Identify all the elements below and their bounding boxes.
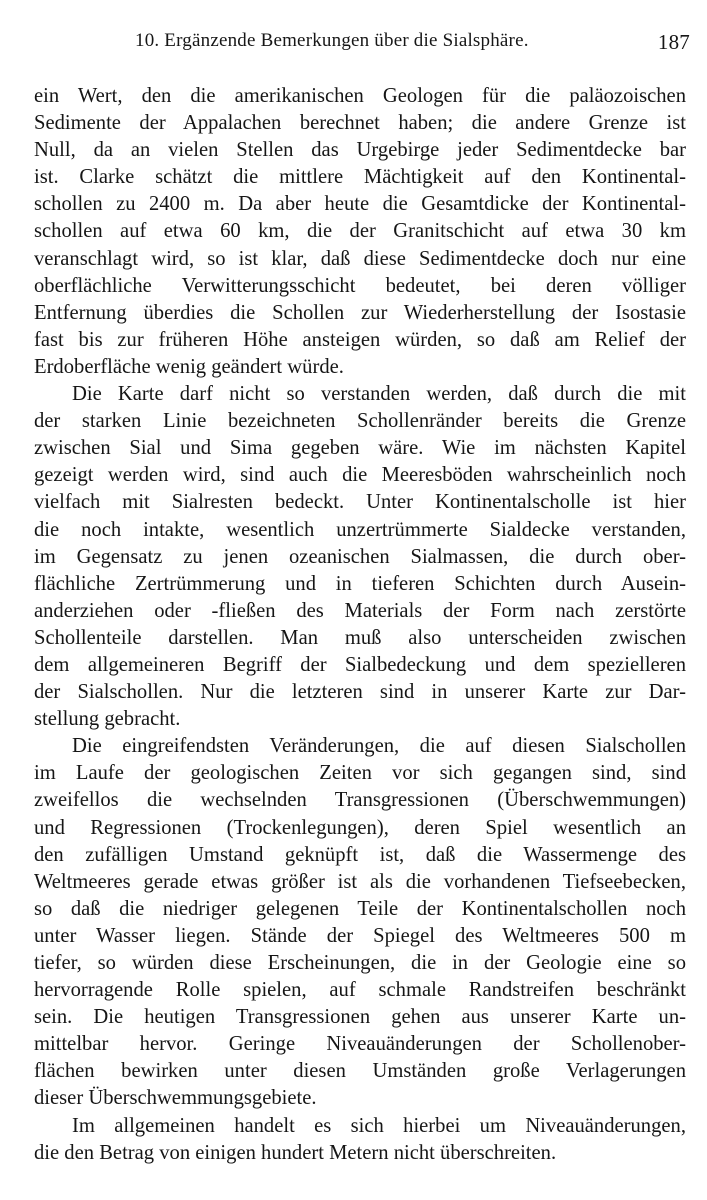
text-line: sein. Die heutigen Transgressionen gehen aus unserer Karte un- xyxy=(34,1006,686,1029)
text-line: so daß die niedriger gelegenen Teile der Kontinentalschollen noch xyxy=(34,897,686,920)
running-head xyxy=(135,30,690,60)
paragraph xyxy=(34,733,686,1112)
body-text xyxy=(34,83,686,1167)
text-line: dieser Überschwemmungsgebiete. xyxy=(34,1087,317,1110)
text-line: anderziehen oder -fließen des Materials der Form nach zerstörte xyxy=(34,599,686,622)
text-line: Erdoberfläche wenig geändert würde. xyxy=(34,355,344,378)
text-line: zweifellos die wechselnden Transgressionen (Überschwemmungen) xyxy=(34,789,686,812)
text-line: stellung gebracht. xyxy=(34,708,181,731)
text-line: tiefer, so würden diese Erscheinungen, die in der Geologie eine so xyxy=(34,952,686,974)
text-line: gezeigt werden wird, sind auch die Meeresböden wahrscheinlich noch xyxy=(34,464,686,487)
text-line: flächen bewirken unter diesen Umständen große Verlagerungen xyxy=(34,1060,686,1083)
text-line: Im allgemeinen handelt es sich hierbei um Niveauänderungen, xyxy=(72,1114,686,1137)
chapter-title: 10. Ergänzende Bemerkungen über die Sialsphäre. xyxy=(135,30,529,51)
text-line: fast bis zur früheren Höhe ansteigen würden, so daß am Relief der xyxy=(34,328,686,351)
text-line: Null, da an vielen Stellen das Urgebirge jeder Sedimentdecke bar xyxy=(34,139,686,162)
text-line: und Regressionen (Trockenlegungen), deren Spiel wesentlich an xyxy=(34,816,686,839)
text-line: der Sialschollen. Nur die letzteren sind in unserer Karte zur Dar- xyxy=(34,681,686,704)
text-line: schollen zu 2400 m. Da aber heute die Gesamtdicke der Kontinental- xyxy=(34,193,686,216)
text-line: im Laufe der geologischen Zeiten vor sich gegangen sind, sind xyxy=(34,762,686,785)
text-line: oberflächliche Verwitterungsschicht bedeutet, bei deren völliger xyxy=(34,274,686,297)
text-line: Weltmeeres gerade etwas größer ist als die vorhandenen Tiefseebecken, xyxy=(34,870,686,893)
text-line: Sedimente der Appalachen berechnet haben; die andere Grenze ist xyxy=(34,112,686,135)
paragraph xyxy=(34,1113,686,1167)
text-line: der starken Linie bezeichneten Schollenränder bereits die Grenze xyxy=(34,410,686,433)
text-line: Die eingreifendsten Veränderungen, die auf diesen Sialschollen xyxy=(72,735,686,758)
page-number: 187 xyxy=(657,30,690,54)
text-line: mittelbar hervor. Geringe Niveauänderungen der Schollenober- xyxy=(34,1033,686,1056)
text-line: Die Karte darf nicht so verstanden werden, daß durch die mit xyxy=(72,383,686,406)
paragraph xyxy=(34,83,686,381)
text-line: hervorragende Rolle spielen, auf schmale Randstreifen beschränkt xyxy=(34,979,686,1002)
text-line: Schollenteile darstellen. Man muß also unterscheiden zwischen xyxy=(34,626,686,649)
text-line: zwischen Sial und Sima gegeben wäre. Wie im nächsten Kapitel xyxy=(34,437,686,460)
text-line: ein Wert, den die amerikanischen Geologen für die paläozoischen xyxy=(34,85,686,107)
text-line: flächliche Zertrümmerung und in tieferen Schichten durch Ausein- xyxy=(34,572,686,595)
text-line: die noch intakte, wesentlich unzertrümmerte Sialdecke verstanden, xyxy=(34,518,686,541)
paragraph xyxy=(34,381,686,733)
text-line: Entfernung überdies die Schollen zur Wiederherstellung der Isostasie xyxy=(34,301,686,324)
text-line: veranschlagt wird, so ist klar, daß diese Sedimentdecke doch nur eine xyxy=(34,247,686,270)
text-line: die den Betrag von einigen hundert Metern nicht überschreiten. xyxy=(34,1141,557,1164)
text-line: im Gegensatz zu jenen ozeanischen Sialmassen, die durch ober- xyxy=(34,545,686,568)
text-line: vielfach mit Sialresten bedeckt. Unter Kontinentalscholle ist hier xyxy=(34,491,686,514)
text-line: unter Wasser liegen. Stände der Spiegel des Weltmeeres 500 m xyxy=(34,924,686,947)
text-line: dem allgemeineren Begriff der Sialbedeckung und dem spezielleren xyxy=(34,653,686,676)
text-line: schollen auf etwa 60 km, die der Granitschicht auf etwa 30 km xyxy=(34,220,686,243)
text-line: ist. Clarke schätzt die mittlere Mächtigkeit auf den Kontinental- xyxy=(34,166,686,189)
text-line: den zufälligen Umstand geknüpft ist, daß die Wassermenge des xyxy=(34,843,686,866)
